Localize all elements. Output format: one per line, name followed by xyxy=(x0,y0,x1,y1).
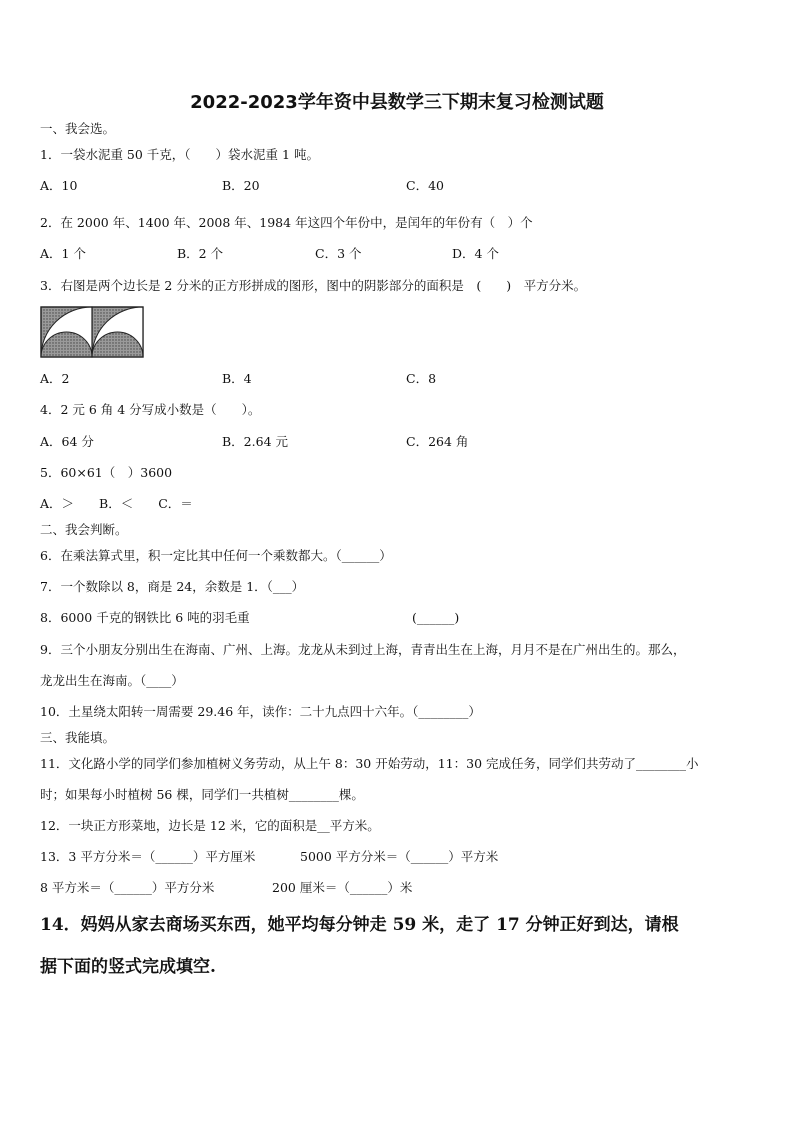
section-2-heading: 二、我会判断。 xyxy=(40,522,128,537)
q3-option-a: A．2 xyxy=(40,371,70,386)
q1-option-c: C．40 xyxy=(406,178,444,193)
question-1: 1．一袋水泥重 50 千克，（ ）袋水泥重 1 吨。 xyxy=(40,147,319,162)
shaded-squares-figure xyxy=(40,306,144,358)
q2-option-c: C．3 个 xyxy=(315,246,362,261)
question-5: 5．60×61（ ）3600 xyxy=(40,465,173,480)
question-7: 7．一个数除以 8，商是 24，余数是 1．（___） xyxy=(40,579,305,594)
question-14-line-2: 据下面的竖式完成填空. xyxy=(40,957,216,977)
question-13-part-d: 200 厘米＝（______）米 xyxy=(272,880,413,895)
q4-option-c: C．264 角 xyxy=(406,434,469,449)
q5-options: A．＞ B．＜ C．＝ xyxy=(40,496,193,511)
question-12: 12．一块正方形菜地，边长是 12 米，它的面积是__平方米。 xyxy=(40,818,380,833)
q8-answer-blank: (______) xyxy=(412,610,460,625)
question-13-part-a: 13．3 平方分米＝（______）平方厘米 xyxy=(40,849,256,864)
question-10: 10．土星绕太阳转一周需要 29.46 年，读作：二十九点四十六年。（________） xyxy=(40,704,481,719)
section-1-heading: 一、我会选。 xyxy=(40,121,116,136)
section-3-heading: 三、我能填。 xyxy=(40,730,116,745)
q4-option-a: A．64 分 xyxy=(40,434,94,449)
q3-option-b: B．4 xyxy=(222,371,252,386)
question-14-line-1: 14．妈妈从家去商场买东西，她平均每分钟走 59 米，走了 17 分钟正好到达，请根 xyxy=(40,915,679,935)
q2-option-b: B．2 个 xyxy=(177,246,224,261)
question-3: 3．右图是两个边长是 2 分米的正方形拼成的图形，图中的阴影部分的面积是 ( ) 平方分米。 xyxy=(40,278,587,293)
question-11-line-1: 11．文化路小学的同学们参加植树义务劳动，从上午 8：30 开始劳动，11：30 完成任务，同学们共劳动了________小 xyxy=(40,756,699,771)
q4-option-b: B．2.64 元 xyxy=(222,434,288,449)
question-11-line-2: 时；如果每小时植树 56 棵，同学们一共植树________棵。 xyxy=(40,787,364,802)
question-13-part-b: 5000 平方分米＝（______）平方米 xyxy=(300,849,499,864)
q2-option-a: A．1 个 xyxy=(40,246,86,261)
q1-option-b: B．20 xyxy=(222,178,260,193)
q3-option-c: C．8 xyxy=(406,371,437,386)
question-13-part-c: 8 平方米＝（______）平方分米 xyxy=(40,880,215,895)
question-9-line-1: 9．三个小朋友分别出生在海南、广州、上海。龙龙从未到过上海，青青出生在上海，月月不是在广州出生的。那么， xyxy=(40,642,686,657)
question-8: 8．6000 千克的钢铁比 6 吨的羽毛重 xyxy=(40,610,250,625)
question-9-line-2: 龙龙出生在海南。（____） xyxy=(40,673,184,688)
page-title: 2022-2023学年资中县数学三下期末复习检测试题 xyxy=(190,92,604,113)
q2-option-d: D．4 个 xyxy=(452,246,499,261)
question-4: 4．2 元 6 角 4 分写成小数是（ ）。 xyxy=(40,402,261,417)
q1-option-a: A．10 xyxy=(40,178,78,193)
question-2: 2．在 2000 年、1400 年、2008 年、1984 年这四个年份中，是闰年的年份有（ ）个 xyxy=(40,215,533,230)
question-6: 6．在乘法算式里，积一定比其中任何一个乘数都大。（______） xyxy=(40,548,392,563)
